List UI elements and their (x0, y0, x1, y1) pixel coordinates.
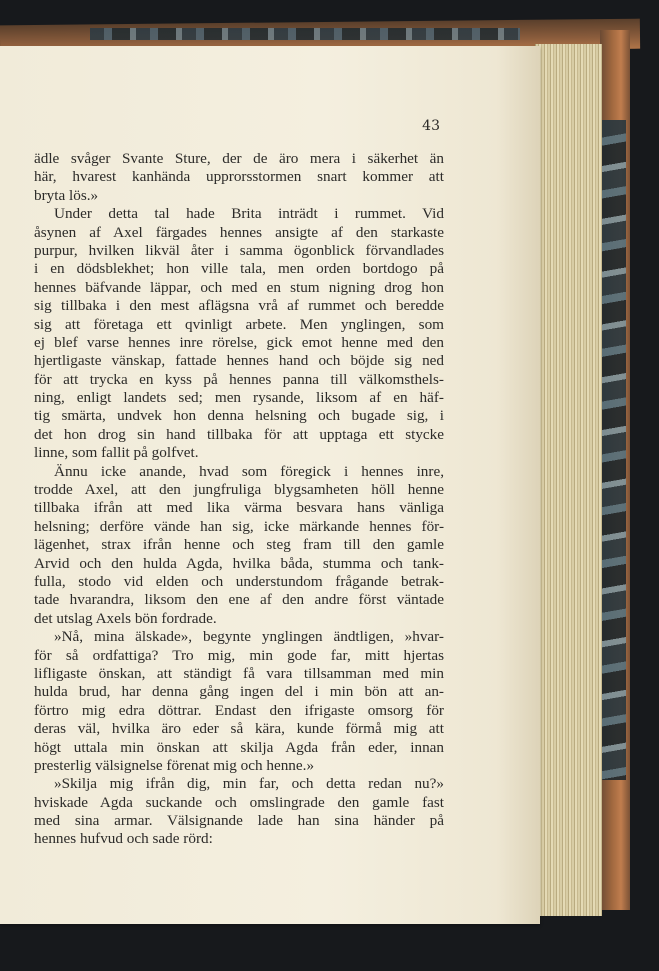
text-line: hennes hufvud och sade rörd: (34, 830, 213, 848)
text-line: med sina armar. Välsignande lade han sina händer på (34, 812, 444, 830)
page-edges (535, 44, 602, 916)
text-line: purpur, hvilken likväl åter i samma ögonblick förvandlades (34, 241, 444, 259)
text-line: ning, enligt landets sed; men rysande, liksom af en häf- (34, 389, 444, 407)
text-line: sig tillbaka i den mest aflägsna vrå af rummet och beredde (34, 297, 444, 315)
text-line: trodde Axel, att den jungfruliga blygsamheten höll henne (34, 481, 444, 499)
text-line: sig att företaga ett qvinligt arbete. Men ynglingen, som (34, 315, 444, 333)
body-text (34, 150, 444, 849)
page-number: 43 (422, 118, 440, 134)
text-line: här, hvarest kanhända upprorsstormen snart kommer att (34, 168, 444, 186)
text-line: bryta lös.» (34, 186, 99, 204)
text-line: »Nå, mina älskade», begynte ynglingen ändtligen, »hvar- (54, 628, 444, 646)
text-line: Under detta tal hade Brita inträdt i rummet. Vid (54, 205, 444, 223)
text-line: tig smärta, undvek hon denna helsning och bugade sig, i (34, 407, 444, 425)
text-line: det utslag Axels bön fordrade. (34, 609, 217, 627)
text-line: fulla, stodo vid elden och understundom frågande betrak- (34, 572, 444, 590)
text-line: deras väl, hvilka äro eder så kära, kunde förmå mig att (34, 720, 444, 738)
text-line: för att trycka en kyss på hennes panna till välkomsthels- (34, 370, 444, 388)
text-line: Arvid och den hulda Agda, hvilka båda, stumma och tank- (34, 554, 444, 572)
marbled-cover-side (598, 120, 626, 780)
text-line: lägenhet, strax ifrån henne och steg fram till den gamle (34, 536, 444, 554)
marbled-cover-edge (90, 28, 520, 40)
text-line: högt uttala min önskan att skilja Agda från eder, innan (34, 738, 444, 756)
text-line: »Skilja mig ifrån dig, min far, och detta redan nu?» (54, 775, 444, 793)
text-line: förtro mig edra döttrar. Endast den ifrigaste omsorg för (34, 701, 444, 719)
text-line: i en dödsblekhet; hon ville tala, men orden bortdogo på (34, 260, 444, 278)
text-line: presterlig välsignelse förenat mig och henne.» (34, 756, 315, 774)
text-line: för så ordfattiga? Tro mig, min gode far, mitt hjertas (34, 646, 444, 664)
text-line: hviskade Agda suckande och omslingrade den gamle fast (34, 793, 444, 811)
text-line: tillbaka ifrån att med lika värma besvara hans vänliga (34, 499, 444, 517)
text-line: hjertligaste vänskap, fattade hennes hand och böjde sig ned (34, 352, 444, 370)
text-line: linne, som fallit på golfvet. (34, 444, 199, 462)
text-line: hulda brud, har denna gång ingen del i min bön att an- (34, 683, 444, 701)
text-line: det hon drog sin hand tillbaka för att upptaga ett stycke (34, 425, 444, 443)
text-line: hennes bäfvande läppar, och med en stum nigning drog hon (34, 278, 444, 296)
text-line: ej blef varse hennes inre rörelse, gick emot henne med den (34, 333, 444, 351)
text-line: tade hvarandra, liksom den ene af den andre först väntade (34, 591, 444, 609)
text-line: ädle svåger Svante Sture, der de äro mera i säkerhet än (34, 150, 444, 167)
text-line: Ännu icke anande, hvad som föregick i hennes inre, (54, 462, 444, 480)
text-line: åsynen af Axel färgades hennes ansigte af den starkaste (34, 223, 444, 241)
text-line: helsning; derföre vände han sig, icke märkande hennes för- (34, 517, 444, 535)
text-line: lifligaste önskan, att ständigt få vara tillsamman med min (34, 664, 444, 682)
